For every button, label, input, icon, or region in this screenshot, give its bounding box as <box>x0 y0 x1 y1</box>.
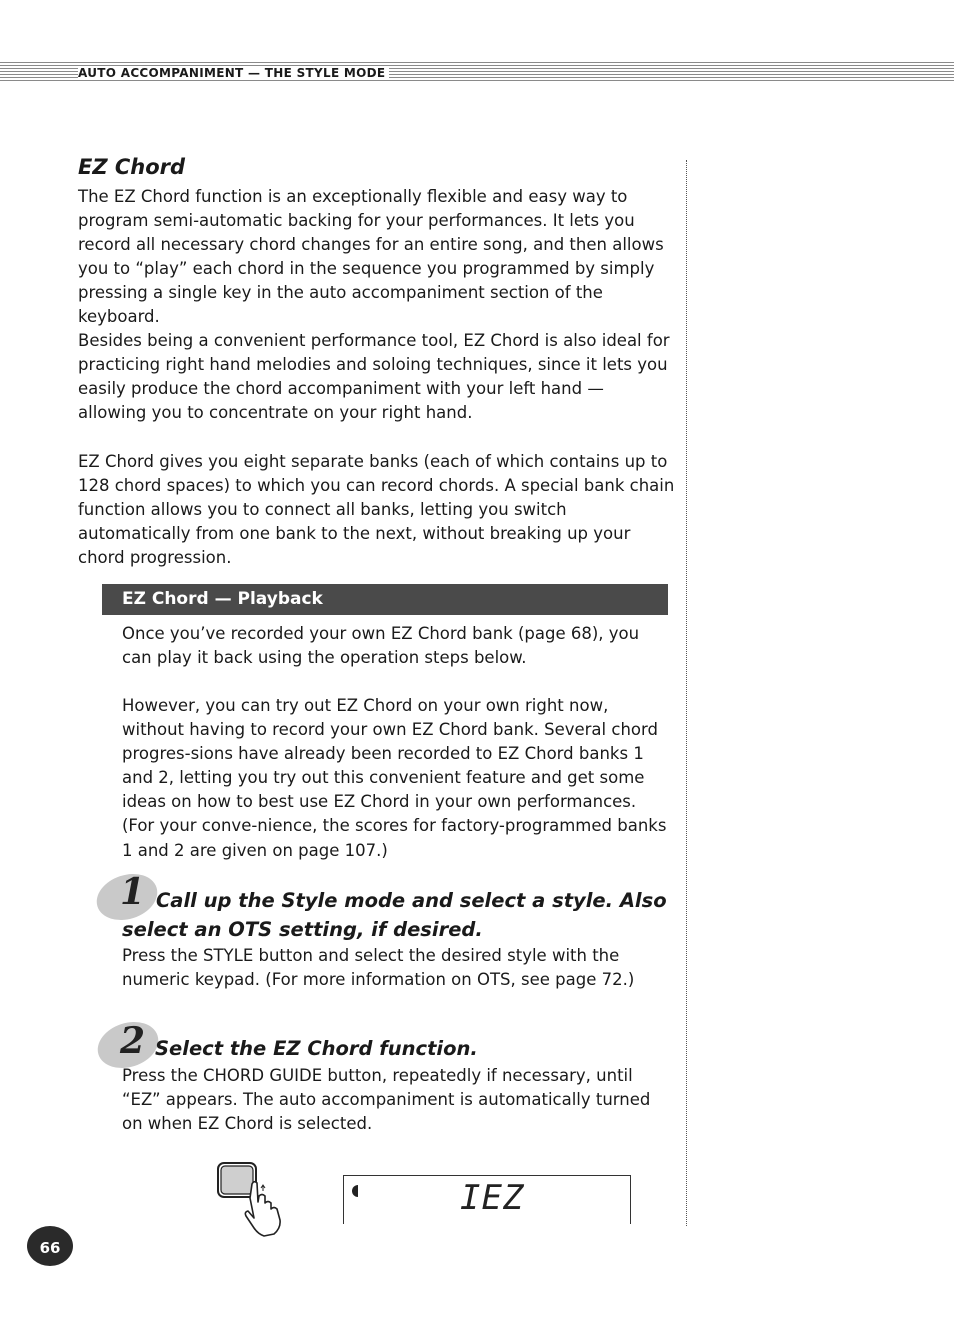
column-divider <box>686 160 687 1226</box>
intro-paragraph-2: Besides being a convenient performance tool, EZ Chord is also ideal for practicing right hand melodies and soloing techniques, since it lets you easily produce the chord accompaniment with your left hand — allowing you to concentrate on your right hand. <box>78 331 670 423</box>
chord-guide-button-press-illustration <box>214 1158 294 1238</box>
step-1-number: 1 <box>120 871 146 913</box>
intro-paragraph-3: EZ Chord gives you eight separate banks (each of which contains up to 128 chord spaces) to which you can record chords. A special bank chain function allows you to connect all banks, letting you switch automatically from one bank to the next, without breaking up your chord progression. <box>78 452 675 568</box>
step-2-heading: Select the EZ Chord function. <box>155 1037 478 1060</box>
lcd-readout: IEZ <box>460 1178 525 1218</box>
step-2-number: 2 <box>120 1020 146 1062</box>
page-number: 66 <box>27 1226 73 1266</box>
step-2-body: Press the CHORD GUIDE button, repeatedly if necessary, until “EZ” appears. The auto accompaniment is automatically turned on when EZ Chord is selected. <box>122 1066 651 1134</box>
lcd-display <box>343 1175 631 1224</box>
step-1-heading: Call up the Style mode and select a style. Also select an OTS setting, if desired. <box>122 889 667 941</box>
section-title: EZ Chord <box>78 155 186 179</box>
subsection-title: EZ Chord — Playback <box>122 589 323 609</box>
step-1-body: Press the STYLE button and select the desired style with the numeric keypad. (For more information on OTS, see page 72.) <box>122 946 635 990</box>
playback-paragraph-2: However, you can try out EZ Chord on your own right now, without having to record your own EZ Chord bank. Several chord progres-sions have already been recorded to EZ Chord banks 1 and 2, letting you try out this convenient feature and get some ideas on how to best use EZ Chord in your own performances. (For your conve-nience, the scores for factory-programmed banks 1 and 2 are given on page 107.) <box>122 696 667 860</box>
running-title: AUTO ACCOMPANIMENT — THE STYLE MODE <box>78 66 389 80</box>
lcd-indicator-icon <box>352 1185 358 1197</box>
playback-paragraph-1: Once you’ve recorded your own EZ Chord bank (page 68), you can play it back using the operation steps below. <box>122 624 640 668</box>
subsection-heading-bar <box>102 584 668 615</box>
intro-paragraph-1: The EZ Chord function is an exceptionally flexible and easy way to program semi-automatic backing for your performances. It lets you record all necessary chord changes for an entire song, and then allows you to “play” each chord in the sequence you programmed by simply pressing a single key in the auto accompaniment section of the keyboard. <box>78 187 664 327</box>
